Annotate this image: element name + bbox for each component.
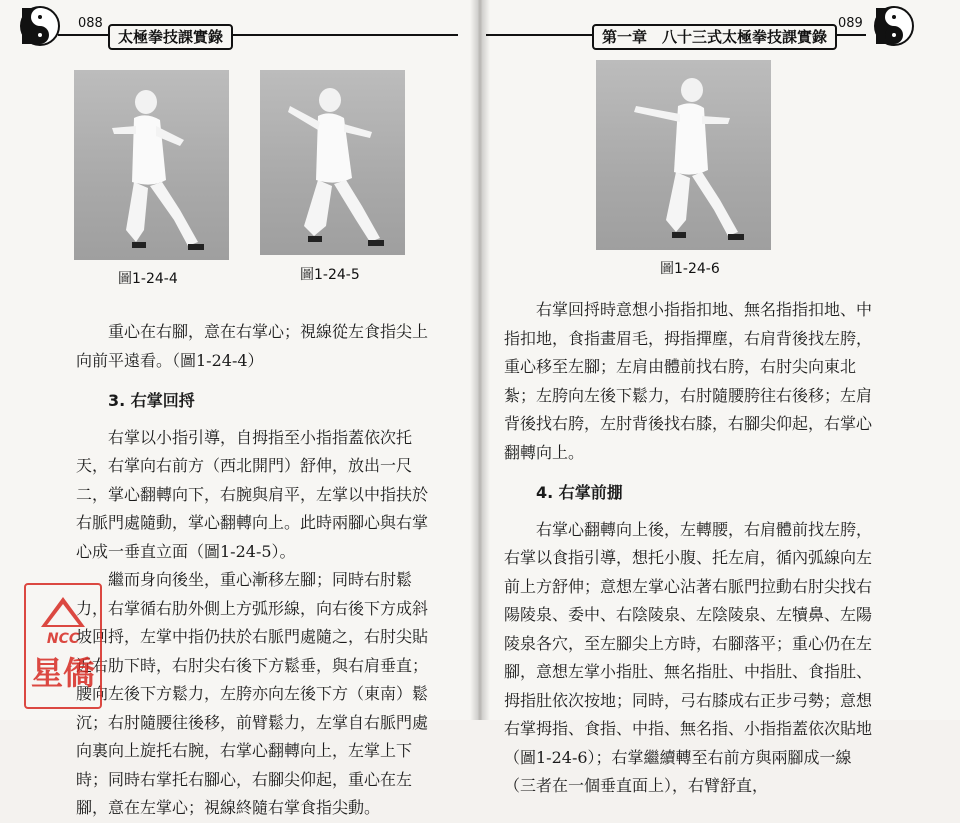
book-gutter	[470, 0, 490, 720]
section-heading: 3. 右掌回捋	[108, 391, 195, 410]
figure-photo-2	[260, 70, 405, 255]
stamp-text-top: NCC	[46, 631, 80, 647]
right-page	[482, 0, 960, 795]
left-page	[0, 0, 478, 817]
figure-caption-3: 圖1-24-6	[660, 261, 720, 277]
yin-yang-icon	[874, 6, 914, 46]
taichi-figure-illustration	[260, 70, 405, 255]
section-heading: 4. 右掌前掤	[536, 483, 623, 502]
left-body-text	[76, 318, 442, 823]
taichi-figure-illustration	[596, 60, 771, 250]
figure-caption-2: 圖1-24-5	[300, 267, 360, 283]
figure-photo-3	[596, 60, 771, 250]
page-number: 088	[78, 16, 103, 31]
stamp-text-bottom: 星僑	[30, 654, 95, 692]
page-number: 089	[838, 16, 863, 31]
paragraph: 右掌回捋時意想小指指扣地、無名指指扣地、中指扣地，食指畫眉毛，拇指撣塵，右肩背後找左胯，重心移至左腳；左肩由體前找右胯，右肘尖向東北紮；左胯向左後下鬆力，右肘隨腰胯往右後移；左肩背後找右胯，左肘背後找右膝，右腳尖仰起，右掌心翻轉向上。	[504, 300, 873, 462]
header-title: 第一章 八十三式太極拳技課實錄	[592, 24, 837, 50]
left-page-header	[0, 8, 478, 46]
paragraph: 右掌心翻轉向上後，左轉腰，右肩體前找左胯，右掌以食指引導，想托小腹、托左肩，循內弧線向左前上方舒伸；意想左掌心沾著右脈門拉動右肘尖找右陽陵泉、委中、右陰陵泉、左陰陵泉、左犢鼻、左陽陵泉各穴，至左腳尖上方時，右腳落平；重心仍在左腳，意想左掌小指肚、無名指肚、中指肚、食指肚、拇指肚依次按地；同時，弓右膝成右正步弓勢；意想右掌拇指、食指、中指、無名指、小指指蓋依次貼地（圖1-24-6）；右掌繼續轉至右前方與兩腳成一線（三者在一個垂直面上），右臂舒直，	[504, 519, 873, 795]
watermark-stamp	[24, 583, 102, 709]
figure-photo-1	[74, 70, 229, 260]
right-body-text	[504, 296, 880, 801]
taichi-figure-illustration	[74, 70, 229, 260]
header-title: 太極拳技課實錄	[108, 24, 233, 50]
triangle-logo-icon	[41, 597, 85, 627]
paragraph: 右掌以小指引導，自拇指至小指指蓋依次托天，右掌向右前方（西北開門）舒伸，放出一尺二，掌心翻轉向下，右腕與肩平，左掌以中指扶於右脈門處隨動，掌心翻轉向上。此時兩腳心與右掌心成一垂直立面（圖1-24-5）。	[76, 427, 429, 561]
paragraph: 繼而身向後坐，重心漸移左腳；同時右肘鬆力，右掌循右肋外側上方弧形線，向右後下方成斜坡回捋，左掌中指仍扶於右脈門處隨之，右肘尖貼近右肋下時，右肘尖右後下方鬆垂，與右肩垂直；腰向左後下方鬆力，左胯亦向左後下方（東南）鬆沉；右肘隨腰往後移，前臂鬆力，左掌自右脈門處向裏向上旋托右腕，右掌心翻轉向上，左掌上下時；同時右掌托右腳心，右腳尖仰起，重心在左腳，意在左掌心；視線終隨右掌食指尖動。	[76, 570, 429, 817]
figure-caption-1: 圖1-24-4	[118, 271, 178, 287]
paragraph: 重心在右腳，意在右掌心；視線從左食指尖上向前平遠看。（圖1-24-4）	[76, 322, 429, 370]
